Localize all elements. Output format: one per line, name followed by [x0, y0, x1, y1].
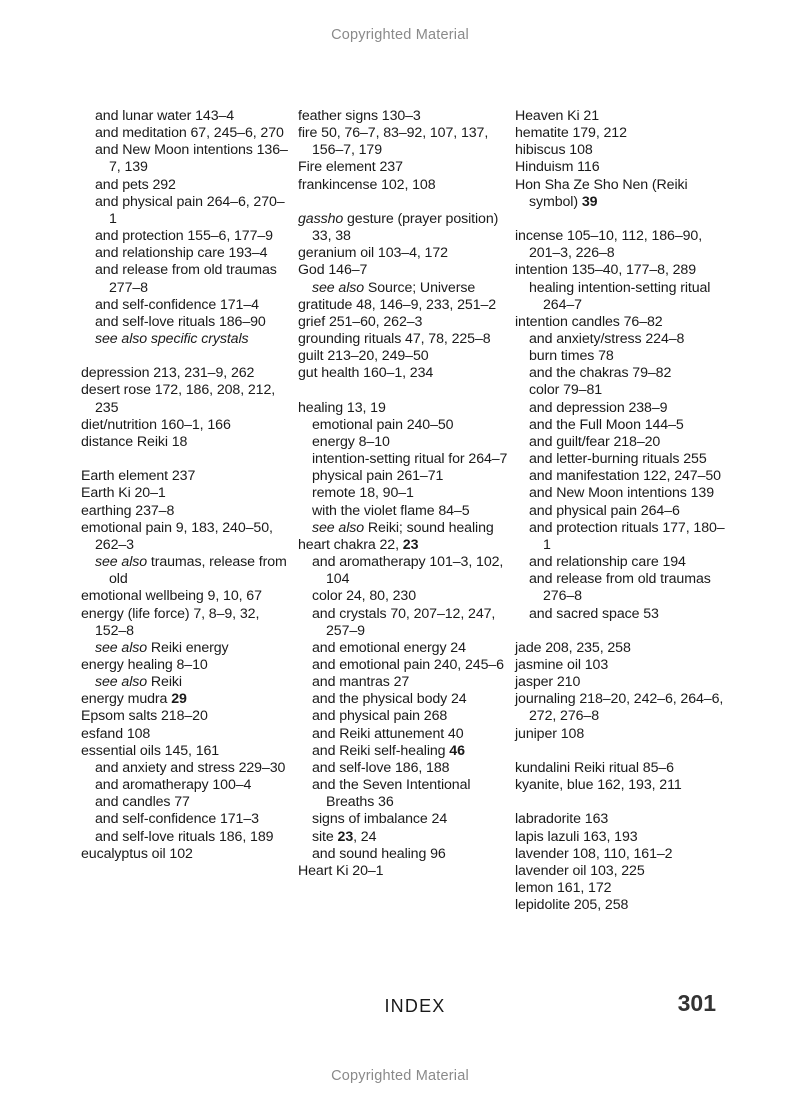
- entry-text: and release from old traumas 277–8: [95, 262, 277, 296]
- entry-text: energy (life force) 7, 8–9, 32, 152–8: [81, 605, 260, 639]
- index-subentry: [529, 554, 725, 571]
- entry-text: lavender 108, 110, 161–2: [515, 845, 673, 862]
- index-subentry: [95, 331, 291, 348]
- index-subentry: [95, 262, 291, 296]
- bold-page-ref: 23: [402, 536, 419, 553]
- index-column-3: [515, 108, 725, 914]
- index-subentry: [312, 811, 510, 828]
- index-entry: [515, 846, 725, 863]
- index-subentry: [312, 743, 510, 760]
- index-subentry: [312, 468, 510, 485]
- index-entry: [298, 125, 510, 159]
- entry-text: color 79–81: [529, 382, 603, 399]
- index-entry: [298, 297, 510, 314]
- entry-gap: [81, 451, 291, 468]
- italic-text: see also specific crystals: [95, 331, 249, 348]
- entry-text: site: [312, 828, 338, 845]
- index-entry: [298, 177, 510, 194]
- index-subentry: [95, 125, 291, 142]
- italic-text: gassho: [298, 210, 344, 227]
- entry-text: and letter-burning rituals 255: [529, 451, 707, 468]
- entry-text: Epsom salts 218–20: [81, 708, 208, 725]
- index-subentry: [312, 554, 510, 588]
- entry-text: desert rose 172, 186, 208, 212, 235: [81, 382, 276, 416]
- entry-text: Heaven Ki 21: [515, 108, 599, 124]
- entry-text: and the Seven Intentional Breaths 36: [312, 777, 471, 811]
- entry-text: gesture (prayer position) 33, 38: [312, 210, 499, 245]
- index-subentry: [312, 520, 510, 537]
- index-subentry: [95, 554, 291, 588]
- entry-text: and lunar water 143–4: [95, 108, 235, 124]
- italic-text: see also: [95, 674, 148, 691]
- entry-text: and release from old traumas 276–8: [529, 571, 711, 605]
- section-title: INDEX: [384, 996, 446, 1016]
- index-subentry: [312, 417, 510, 434]
- index-subentry: [95, 829, 291, 846]
- entry-text: jasper 210: [515, 674, 581, 691]
- index-entry: [298, 400, 510, 417]
- index-subentry: [312, 846, 510, 863]
- entry-text: emotional wellbeing 9, 10, 67: [81, 588, 262, 605]
- index-column-2: [298, 108, 510, 880]
- entry-text: and self-love rituals 186–90: [95, 313, 266, 330]
- index-entry: [81, 417, 291, 434]
- entry-gap: [298, 194, 510, 211]
- entry-text: healing intention-setting ritual 264–7: [529, 279, 711, 313]
- index-subentry: [95, 811, 291, 828]
- entry-text: hibiscus 108: [515, 142, 593, 159]
- index-entry: [81, 708, 291, 725]
- index-subentry: [312, 588, 510, 605]
- index-entry: [81, 846, 291, 863]
- index-subentry: [95, 108, 291, 125]
- entry-text: with the violet flame 84–5: [312, 502, 470, 519]
- index-entry: [515, 777, 725, 794]
- entry-text: and self-confidence 171–3: [95, 811, 259, 828]
- index-entry: [515, 760, 725, 777]
- index-entry: [515, 142, 725, 159]
- entry-text: grounding rituals 47, 78, 225–8: [298, 331, 491, 348]
- entry-text: healing 13, 19: [298, 399, 386, 416]
- index-subentry: [529, 417, 725, 434]
- entry-text: hematite 179, 212: [515, 125, 627, 142]
- entry-text: and the chakras 79–82: [529, 365, 672, 382]
- entry-text: intention 135–40, 177–8, 289: [515, 262, 697, 279]
- index-entry: [81, 691, 291, 708]
- entry-text: guilt 213–20, 249–50: [298, 348, 429, 365]
- index-subentry: [95, 640, 291, 657]
- index-subentry: [529, 485, 725, 502]
- index-subentry: [312, 280, 510, 297]
- index-subentry: [529, 606, 725, 623]
- page-number: 301: [677, 990, 716, 1016]
- entry-text: lavender oil 103, 225: [515, 862, 645, 879]
- entry-text: and anxiety/stress 224–8: [529, 331, 685, 348]
- index-subentry: [95, 142, 291, 176]
- index-subentry: [529, 382, 725, 399]
- index-subentry: [529, 520, 725, 554]
- entry-text: and anxiety and stress 229–30: [95, 759, 286, 776]
- entry-text: labradorite 163: [515, 811, 609, 828]
- index-subentry: [529, 365, 725, 382]
- entry-text: juniper 108: [515, 725, 585, 742]
- index-entry: [298, 331, 510, 348]
- index-entry: [515, 726, 725, 743]
- index-entry: [515, 262, 725, 279]
- index-entry: [515, 108, 725, 125]
- entry-text: depression 213, 231–9, 262: [81, 365, 255, 382]
- entry-text: and relationship care 194: [529, 554, 686, 571]
- index-entry: [81, 503, 291, 520]
- index-subentry: [95, 297, 291, 314]
- entry-text: and self-confidence 171–4: [95, 296, 259, 313]
- index-entry: [515, 314, 725, 331]
- entry-gap: [298, 382, 510, 399]
- index-subentry: [312, 451, 510, 468]
- index-subentry: [312, 691, 510, 708]
- index-entry: [515, 897, 725, 914]
- watermark-top: Copyrighted Material: [331, 27, 469, 43]
- entry-gap: [515, 211, 725, 228]
- entry-text: and protection 155–6, 177–9: [95, 228, 273, 245]
- entry-gap: [81, 348, 291, 365]
- index-entry: [81, 743, 291, 760]
- italic-text: see also: [95, 639, 148, 656]
- index-subentry: [95, 674, 291, 691]
- entry-text: and pets 292: [95, 176, 176, 193]
- index-entry: [298, 863, 510, 880]
- entry-text: jasmine oil 103: [515, 656, 609, 673]
- index-entry: [298, 348, 510, 365]
- index-entry: [515, 811, 725, 828]
- entry-text: emotional pain 240–50: [312, 416, 454, 433]
- entry-text: and physical pain 264–6, 270–1: [95, 193, 285, 227]
- index-subentry: [95, 777, 291, 794]
- entry-text: and New Moon intentions 136–7, 139: [95, 142, 288, 176]
- index-subentry: [312, 434, 510, 451]
- entry-text: and self-love 186, 188: [312, 759, 450, 776]
- index-entry: [515, 674, 725, 691]
- index-entry: [298, 211, 510, 245]
- index-subentry: [95, 194, 291, 228]
- entry-text: lemon 161, 172: [515, 879, 612, 896]
- index-entry: [515, 640, 725, 657]
- entry-text: burn times 78: [529, 348, 614, 365]
- entry-text: frankincense 102, 108: [298, 176, 436, 193]
- index-entry: [298, 159, 510, 176]
- entry-text: Heart Ki 20–1: [298, 862, 384, 879]
- entry-text: jade 208, 235, 258: [515, 639, 631, 656]
- entry-text: energy 8–10: [312, 433, 390, 450]
- entry-text: eucalyptus oil 102: [81, 845, 193, 862]
- italic-text: see also: [312, 519, 365, 536]
- entry-text: Source; Universe: [364, 279, 476, 296]
- index-entry: [81, 726, 291, 743]
- entry-text: emotional pain 9, 183, 240–50, 262–3: [81, 519, 273, 553]
- index-entry: [515, 863, 725, 880]
- entry-text: and aromatherapy 101–3, 102, 104: [312, 554, 504, 588]
- entry-text: esfand 108: [81, 725, 151, 742]
- entry-text: and the physical body 24: [312, 691, 467, 708]
- index-subentry: [95, 760, 291, 777]
- entry-text: and emotional energy 24: [312, 639, 466, 656]
- index-subentry: [312, 606, 510, 640]
- index-entry: [515, 228, 725, 262]
- entry-text: grief 251–60, 262–3: [298, 313, 423, 330]
- index-entry: [515, 125, 725, 142]
- entry-text: and sacred space 53: [529, 605, 659, 622]
- entry-gap: [515, 743, 725, 760]
- entry-text: Reiki energy: [147, 639, 229, 656]
- entry-text: and emotional pain 240, 245–6: [312, 656, 504, 673]
- entry-text: and New Moon intentions 139: [529, 485, 715, 502]
- bold-page-ref: 39: [581, 193, 598, 210]
- entry-text: and guilt/fear 218–20: [529, 433, 661, 450]
- entry-text: distance Reiki 18: [81, 433, 188, 450]
- entry-text: and crystals 70, 207–12, 247, 257–9: [312, 605, 496, 639]
- index-subentry: [312, 640, 510, 657]
- entry-text: physical pain 261–71: [312, 468, 444, 485]
- index-subentry: [529, 571, 725, 605]
- entry-gap: [515, 794, 725, 811]
- index-subentry: [312, 760, 510, 777]
- entry-text: and Reiki self-healing: [312, 742, 450, 759]
- entry-text: , 24: [353, 828, 377, 845]
- entry-text: Hinduism 116: [515, 159, 600, 176]
- index-entry: [298, 245, 510, 262]
- entry-text: lepidolite 205, 258: [515, 897, 629, 914]
- index-subentry: [95, 177, 291, 194]
- index-entry: [515, 657, 725, 674]
- italic-text: see also: [312, 279, 365, 296]
- entry-text: and meditation 67, 245–6, 270: [95, 125, 284, 142]
- entry-text: and Reiki attunement 40: [312, 725, 464, 742]
- entry-text: Reiki: [147, 674, 182, 691]
- entry-text: essential oils 145, 161: [81, 742, 220, 759]
- index-entry: [81, 365, 291, 382]
- index-entry: [298, 314, 510, 331]
- entry-text: and protection rituals 177, 180–1: [529, 519, 725, 553]
- entry-text: and mantras 27: [312, 674, 410, 691]
- entry-text: signs of imbalance 24: [312, 811, 448, 828]
- entry-text: and depression 238–9: [529, 399, 668, 416]
- index-subentry: [312, 503, 510, 520]
- entry-text: and physical pain 264–6: [529, 502, 680, 519]
- entry-text: kundalini Reiki ritual 85–6: [515, 759, 674, 776]
- index-subentry: [312, 777, 510, 811]
- entry-text: Hon Sha Ze Sho Nen (Reiki symbol): [515, 176, 688, 210]
- entry-text: lapis lazuli 163, 193: [515, 828, 638, 845]
- entry-text: gut health 160–1, 234: [298, 365, 434, 382]
- entry-text: feather signs 130–3: [298, 108, 421, 124]
- entry-gap: [515, 623, 725, 640]
- bold-page-ref: 23: [337, 828, 354, 845]
- entry-text: and relationship care 193–4: [95, 245, 268, 262]
- index-subentry: [312, 485, 510, 502]
- entry-text: and aromatherapy 100–4: [95, 777, 252, 794]
- index-entry: [515, 880, 725, 897]
- italic-text: see also: [95, 554, 148, 571]
- entry-text: remote 18, 90–1: [312, 485, 414, 502]
- bold-page-ref: 29: [171, 691, 187, 708]
- index-column-1: [81, 108, 291, 863]
- index-subentry: [312, 657, 510, 674]
- index-entry: [298, 108, 510, 125]
- index-subentry: [529, 348, 725, 365]
- index-entry: [515, 159, 725, 176]
- entry-text: fire 50, 76–7, 83–92, 107, 137, 156–7, 179: [298, 125, 489, 159]
- entry-text: Fire element 237: [298, 159, 403, 176]
- index-subentry: [529, 434, 725, 451]
- index-entry: [298, 262, 510, 279]
- entry-text: gratitude 48, 146–9, 233, 251–2: [298, 296, 497, 313]
- entry-text: and physical pain 268: [312, 708, 448, 725]
- index-subentry: [529, 451, 725, 468]
- entry-text: incense 105–10, 112, 186–90, 201–3, 226–8: [515, 228, 703, 262]
- index-entry: [298, 537, 510, 554]
- entry-text: Reiki; sound healing: [364, 519, 494, 536]
- entry-text: and candles 77: [95, 794, 190, 811]
- entry-text: earthing 237–8: [81, 502, 175, 519]
- entry-text: Earth Ki 20–1: [81, 485, 166, 502]
- entry-text: God 146–7: [298, 262, 368, 279]
- entry-text: intention candles 76–82: [515, 313, 663, 330]
- entry-text: energy healing 8–10: [81, 656, 208, 673]
- index-entry: [298, 365, 510, 382]
- index-subentry: [95, 245, 291, 262]
- entry-text: and the Full Moon 144–5: [529, 416, 684, 433]
- index-subentry: [95, 794, 291, 811]
- index-subentry: [95, 228, 291, 245]
- entry-text: and self-love rituals 186, 189: [95, 828, 274, 845]
- entry-text: heart chakra 22,: [298, 536, 403, 553]
- index-entry: [81, 606, 291, 640]
- entry-text: geranium oil 103–4, 172: [298, 245, 448, 262]
- index-entry: [515, 691, 725, 725]
- watermark-bottom: Copyrighted Material: [331, 1068, 469, 1084]
- entry-text: diet/nutrition 160–1, 166: [81, 416, 231, 433]
- index-subentry: [312, 829, 510, 846]
- index-subentry: [312, 708, 510, 725]
- index-entry: [81, 434, 291, 451]
- entry-text: and manifestation 122, 247–50: [529, 468, 721, 485]
- index-subentry: [95, 314, 291, 331]
- index-entry: [81, 588, 291, 605]
- entry-text: color 24, 80, 230: [312, 588, 416, 605]
- entry-text: energy mudra: [81, 691, 172, 708]
- index-entry: [515, 829, 725, 846]
- entry-text: Earth element 237: [81, 468, 196, 485]
- entry-text: intention-setting ritual for 264–7: [312, 451, 508, 468]
- entry-text: traumas, release from old: [109, 554, 287, 588]
- bold-page-ref: 46: [449, 742, 465, 759]
- index-subentry: [529, 280, 725, 314]
- index-subentry: [529, 503, 725, 520]
- entry-text: journaling 218–20, 242–6, 264–6, 272, 276–8: [515, 691, 724, 725]
- index-entry: [81, 468, 291, 485]
- index-subentry: [529, 400, 725, 417]
- index-subentry: [312, 674, 510, 691]
- entry-text: kyanite, blue 162, 193, 211: [515, 777, 682, 794]
- entry-text: and sound healing 96: [312, 845, 446, 862]
- index-subentry: [312, 726, 510, 743]
- index-entry: [515, 177, 725, 211]
- index-entry: [81, 520, 291, 554]
- index-entry: [81, 485, 291, 502]
- index-subentry: [529, 468, 725, 485]
- index-entry: [81, 657, 291, 674]
- index-subentry: [529, 331, 725, 348]
- index-entry: [81, 382, 291, 416]
